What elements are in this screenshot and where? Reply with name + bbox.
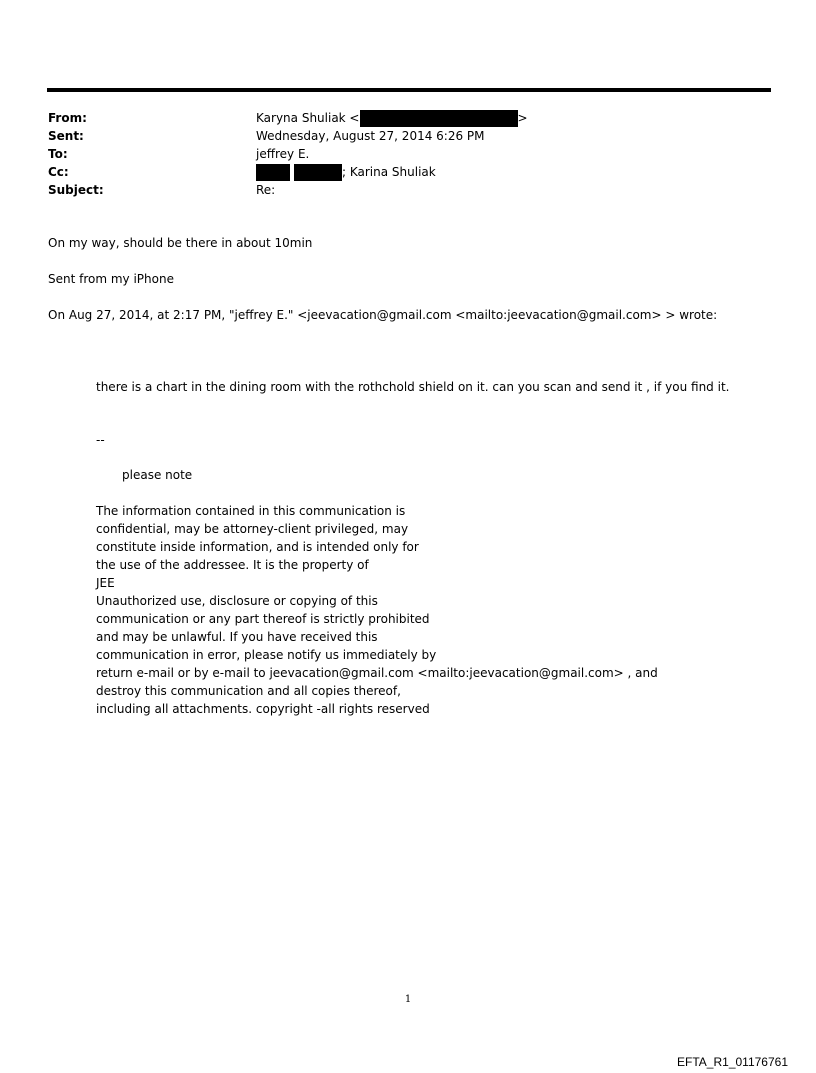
- subject-row: [48, 181, 768, 199]
- sent-label: Sent:: [48, 129, 84, 143]
- signature-separator: --: [96, 433, 105, 447]
- disclaimer-line: and may be unlawful. If you have received this: [96, 630, 378, 644]
- sent-row: [48, 127, 768, 145]
- please-note: please note: [122, 468, 193, 482]
- cc-value: [256, 163, 436, 181]
- disclaimer-line: constitute inside information, and is intended only for: [96, 540, 419, 554]
- disclaimer-line: confidential, may be attorney-client privileged, may: [96, 522, 409, 536]
- to-label: To:: [48, 147, 68, 161]
- disclaimer-line: The information contained in this communication is: [96, 504, 406, 518]
- cc-label: Cc:: [48, 165, 69, 179]
- from-name: Karyna Shuliak <: [256, 111, 360, 125]
- reply-text: On my way, should be there in about 10min: [48, 236, 313, 250]
- disclaimer-line: communication or any part thereof is strictly prohibited: [96, 612, 430, 626]
- email-header: [48, 109, 768, 199]
- document-id: EFTA_R1_01176761: [677, 1055, 788, 1069]
- quote-header: On Aug 27, 2014, at 2:17 PM, "jeffrey E." <jeevacation@gmail.com <mailto:jeevacation@gmail.com> > wrote:: [48, 308, 718, 322]
- to-row: [48, 145, 768, 163]
- cc-row: [48, 163, 768, 181]
- disclaimer-line: return e-mail or by e-mail to jeevacation@gmail.com <mailto:jeevacation@gmail.com> , and: [96, 666, 658, 680]
- disclaimer-line: Unauthorized use, disclosure or copying of this: [96, 594, 378, 608]
- page-number: 1: [404, 994, 412, 1005]
- sent-value: Wednesday, August 27, 2014 6:26 PM: [256, 129, 485, 143]
- disclaimer-line: JEE: [96, 576, 115, 590]
- from-end: >: [517, 111, 528, 125]
- redaction-box: [294, 164, 342, 181]
- confidentiality-disclaimer: [96, 502, 658, 718]
- disclaimer-line: communication in error, please notify us immediately by: [96, 648, 437, 662]
- header-rule: [47, 88, 771, 92]
- from-row: [48, 109, 768, 127]
- from-label: From:: [48, 111, 87, 125]
- redaction-box: [256, 164, 290, 181]
- redaction-box: [360, 110, 518, 127]
- from-value: [256, 109, 528, 127]
- subject-value: Re:: [256, 183, 276, 197]
- cc-names: ; Karina Shuliak: [342, 165, 436, 179]
- signature-text: Sent from my iPhone: [48, 272, 174, 286]
- to-value: jeffrey E.: [256, 147, 310, 161]
- disclaimer-line: the use of the addressee. It is the property of: [96, 558, 369, 572]
- subject-label: Subject:: [48, 183, 104, 197]
- disclaimer-line: destroy this communication and all copies thereof,: [96, 684, 401, 698]
- disclaimer-line: including all attachments. copyright -all rights reserved: [96, 702, 430, 716]
- quoted-message: there is a chart in the dining room with the rothchold shield on it. can you scan and send it , if you find it.: [96, 380, 730, 394]
